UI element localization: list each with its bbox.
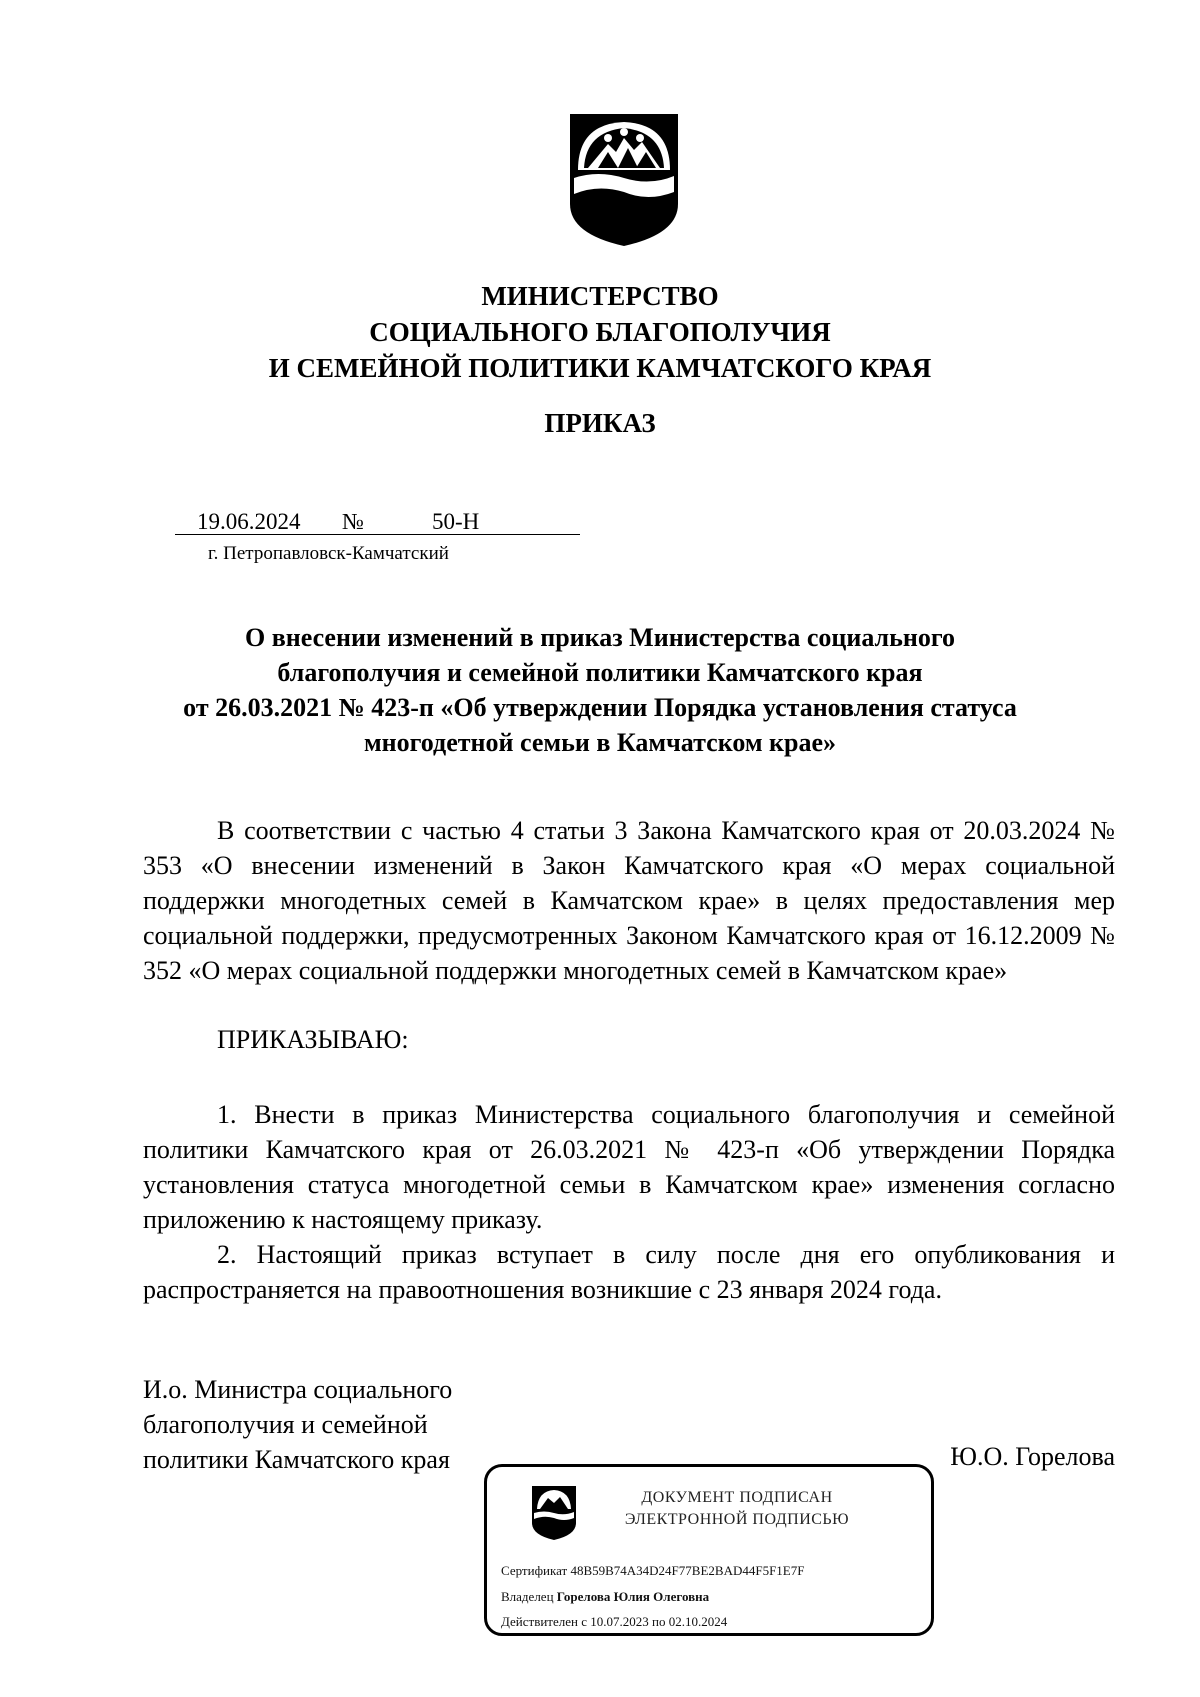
stamp-emblem-icon bbox=[531, 1485, 577, 1541]
stamp-title-line-1: ДОКУМЕНТ ПОДПИСАН bbox=[641, 1489, 833, 1506]
city: г. Петропавловск-Камчатский bbox=[208, 543, 449, 564]
subject-line-1: О внесении изменений в приказ Министерства социального bbox=[244, 623, 956, 652]
subject-line-2: благополучия и семейной политики Камчатского края bbox=[277, 658, 923, 687]
signatory-name: Ю.О. Горелова bbox=[950, 1442, 1115, 1471]
valid-label: Действителен bbox=[501, 1614, 578, 1629]
document-subject bbox=[150, 620, 1050, 760]
order-word: ПРИКАЗЫВАЮ: bbox=[217, 1025, 409, 1054]
order-item-2: 2. Настоящий приказ вступает в силу после дня его опубликования и распространяется на правоотношения возникшие с 23 января 2024 года. bbox=[143, 1240, 1115, 1304]
preamble-paragraph: В соответствии с частью 4 статьи 3 Закона Камчатского края от 20.03.2024 № 353 «О внесении изменений в Закон Камчатского края «О мерах социальной поддержки многодетных семей в Камчатском крае» в целях предоставления мер социальной поддержки, предусмотренных Законом Камчатского края от 16.12.2009 № 352 «О мерах социальной поддержки многодетных семей в Камчатском крае» bbox=[143, 816, 1115, 985]
stamp-title bbox=[587, 1487, 887, 1531]
organization-name bbox=[0, 278, 1200, 386]
stamp-validity bbox=[501, 1614, 727, 1630]
cert-value: 48B59B74A34D24F77BE2BAD44F5F1E7F bbox=[570, 1563, 805, 1578]
valid-to: 02.10.2024 bbox=[668, 1614, 728, 1629]
org-line-2: СОЦИАЛЬНОГО БЛАГОПОЛУЧИЯ bbox=[369, 317, 831, 347]
document-number: 50-Н bbox=[432, 509, 480, 534]
org-line-1: МИНИСТЕРСТВО bbox=[481, 281, 719, 311]
document-type: ПРИКАЗ bbox=[544, 408, 656, 438]
document-date: 19.06.2024 bbox=[197, 509, 301, 534]
subject-line-3: от 26.03.2021 № 423-п «Об утверждении Порядка установления статуса bbox=[183, 693, 1017, 722]
number-sign: № bbox=[342, 509, 364, 534]
valid-from-label: с bbox=[581, 1614, 587, 1629]
signatory-position bbox=[143, 1372, 452, 1477]
valid-from: 10.07.2023 bbox=[590, 1614, 649, 1629]
owner-value: Горелова Юлия Олеговна bbox=[556, 1589, 710, 1604]
stamp-owner bbox=[501, 1589, 709, 1605]
electronic-signature-stamp bbox=[484, 1464, 934, 1636]
stamp-title-line-2: ЭЛЕКТРОННОЙ ПОДПИСЬЮ bbox=[624, 1511, 850, 1528]
subject-line-4: многодетной семьи в Камчатском крае» bbox=[363, 728, 837, 757]
stamp-certificate bbox=[501, 1563, 804, 1579]
position-line-1: И.о. Министра социального bbox=[143, 1375, 453, 1404]
valid-to-label: по bbox=[652, 1614, 666, 1629]
position-line-2: благополучия и семейной bbox=[143, 1410, 428, 1439]
owner-label: Владелец bbox=[501, 1589, 554, 1604]
coat-of-arms-icon bbox=[568, 112, 680, 248]
org-line-3: И СЕМЕЙНОЙ ПОЛИТИКИ КАМЧАТСКОГО КРАЯ bbox=[268, 353, 932, 383]
position-line-3: политики Камчатского края bbox=[143, 1445, 450, 1474]
cert-label: Сертификат bbox=[501, 1563, 568, 1578]
order-item-1: 1. Внести в приказ Министерства социального благополучия и семейной политики Камчатского края от 26.03.2021 № 423-п «Об утверждении Порядка установления статуса многодетной семьи в Камчатском крае» изменения согласно приложению к настоящему приказу. bbox=[143, 1100, 1115, 1234]
date-number-underline bbox=[175, 534, 580, 535]
